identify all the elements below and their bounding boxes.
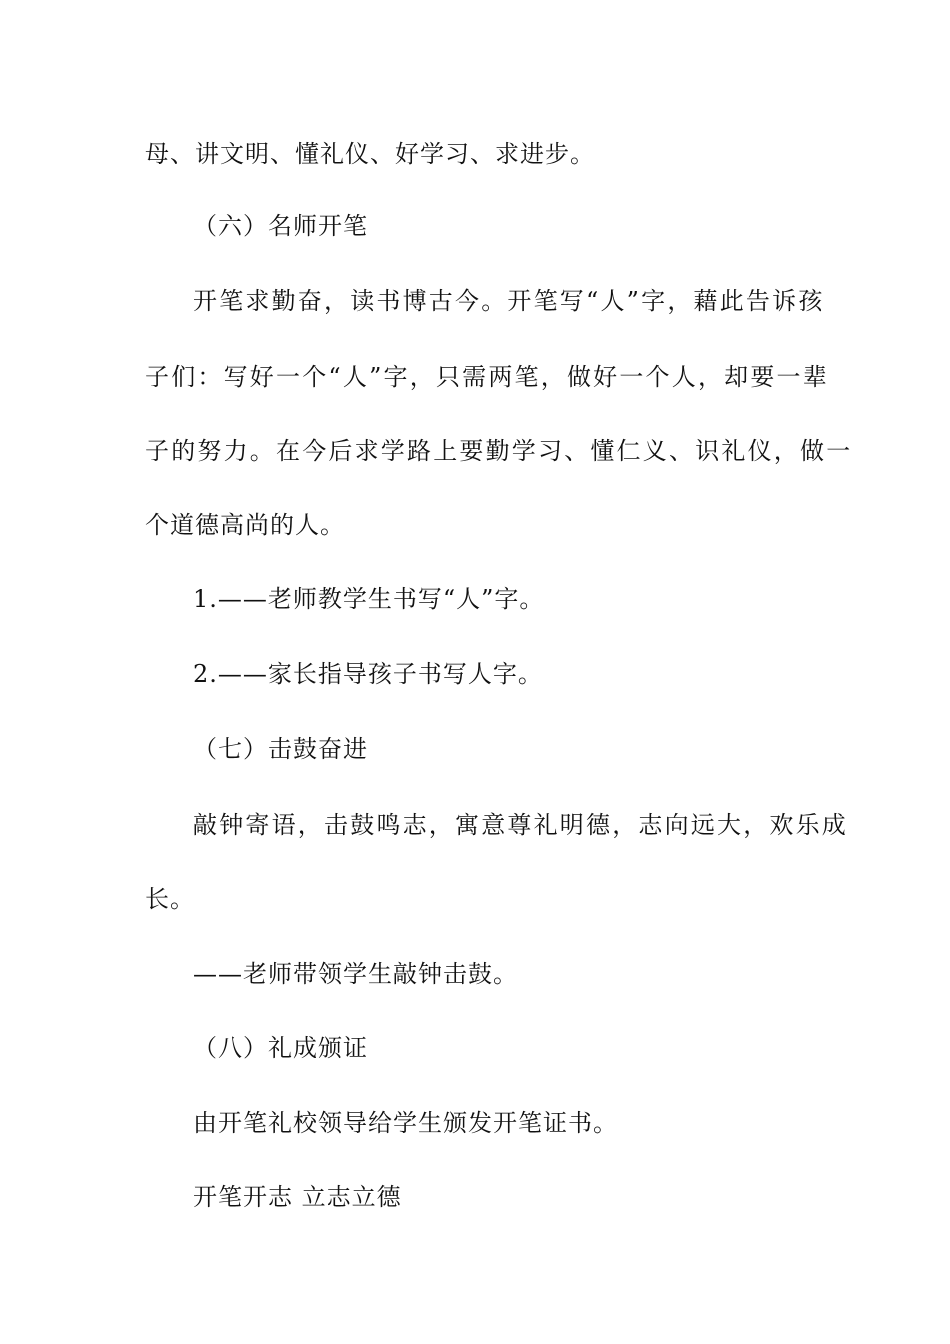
paragraph-line: 子的努力。在今后求学路上要勤学习、懂仁义、识礼仪，做一 <box>145 437 853 465</box>
paragraph-line: 个道德高尚的人。 <box>145 511 345 539</box>
paragraph-line: ——老师带领学生敲钟击鼓。 <box>193 960 518 988</box>
paragraph-line: 长。 <box>145 885 195 913</box>
list-item: 2.——家长指导孩子书写人字。 <box>193 660 543 688</box>
paragraph-line: 子们：写好一个“人”字，只需两笔，做好一个人，却要一辈 <box>145 363 829 391</box>
paragraph-line: 母、讲文明、懂礼仪、好学习、求进步。 <box>145 140 595 168</box>
paragraph-line: 开笔求勤奋，读书博古今。开笔写“人”字，藉此告诉孩 <box>193 287 825 315</box>
list-item: 1.——老师教学生书写“人”字。 <box>193 585 545 613</box>
section-heading-six: （六）名师开笔 <box>193 212 368 240</box>
section-heading-seven: （七）击鼓奋进 <box>193 735 368 763</box>
paragraph-line: 由开笔礼校领导给学生颁发开笔证书。 <box>193 1109 618 1137</box>
closing-motto: 开笔开志 立志立德 <box>193 1183 402 1211</box>
section-heading-eight: （八）礼成颁证 <box>193 1034 368 1062</box>
paragraph-line: 敲钟寄语，击鼓鸣志，寓意尊礼明德，志向远大，欢乐成 <box>193 811 848 839</box>
